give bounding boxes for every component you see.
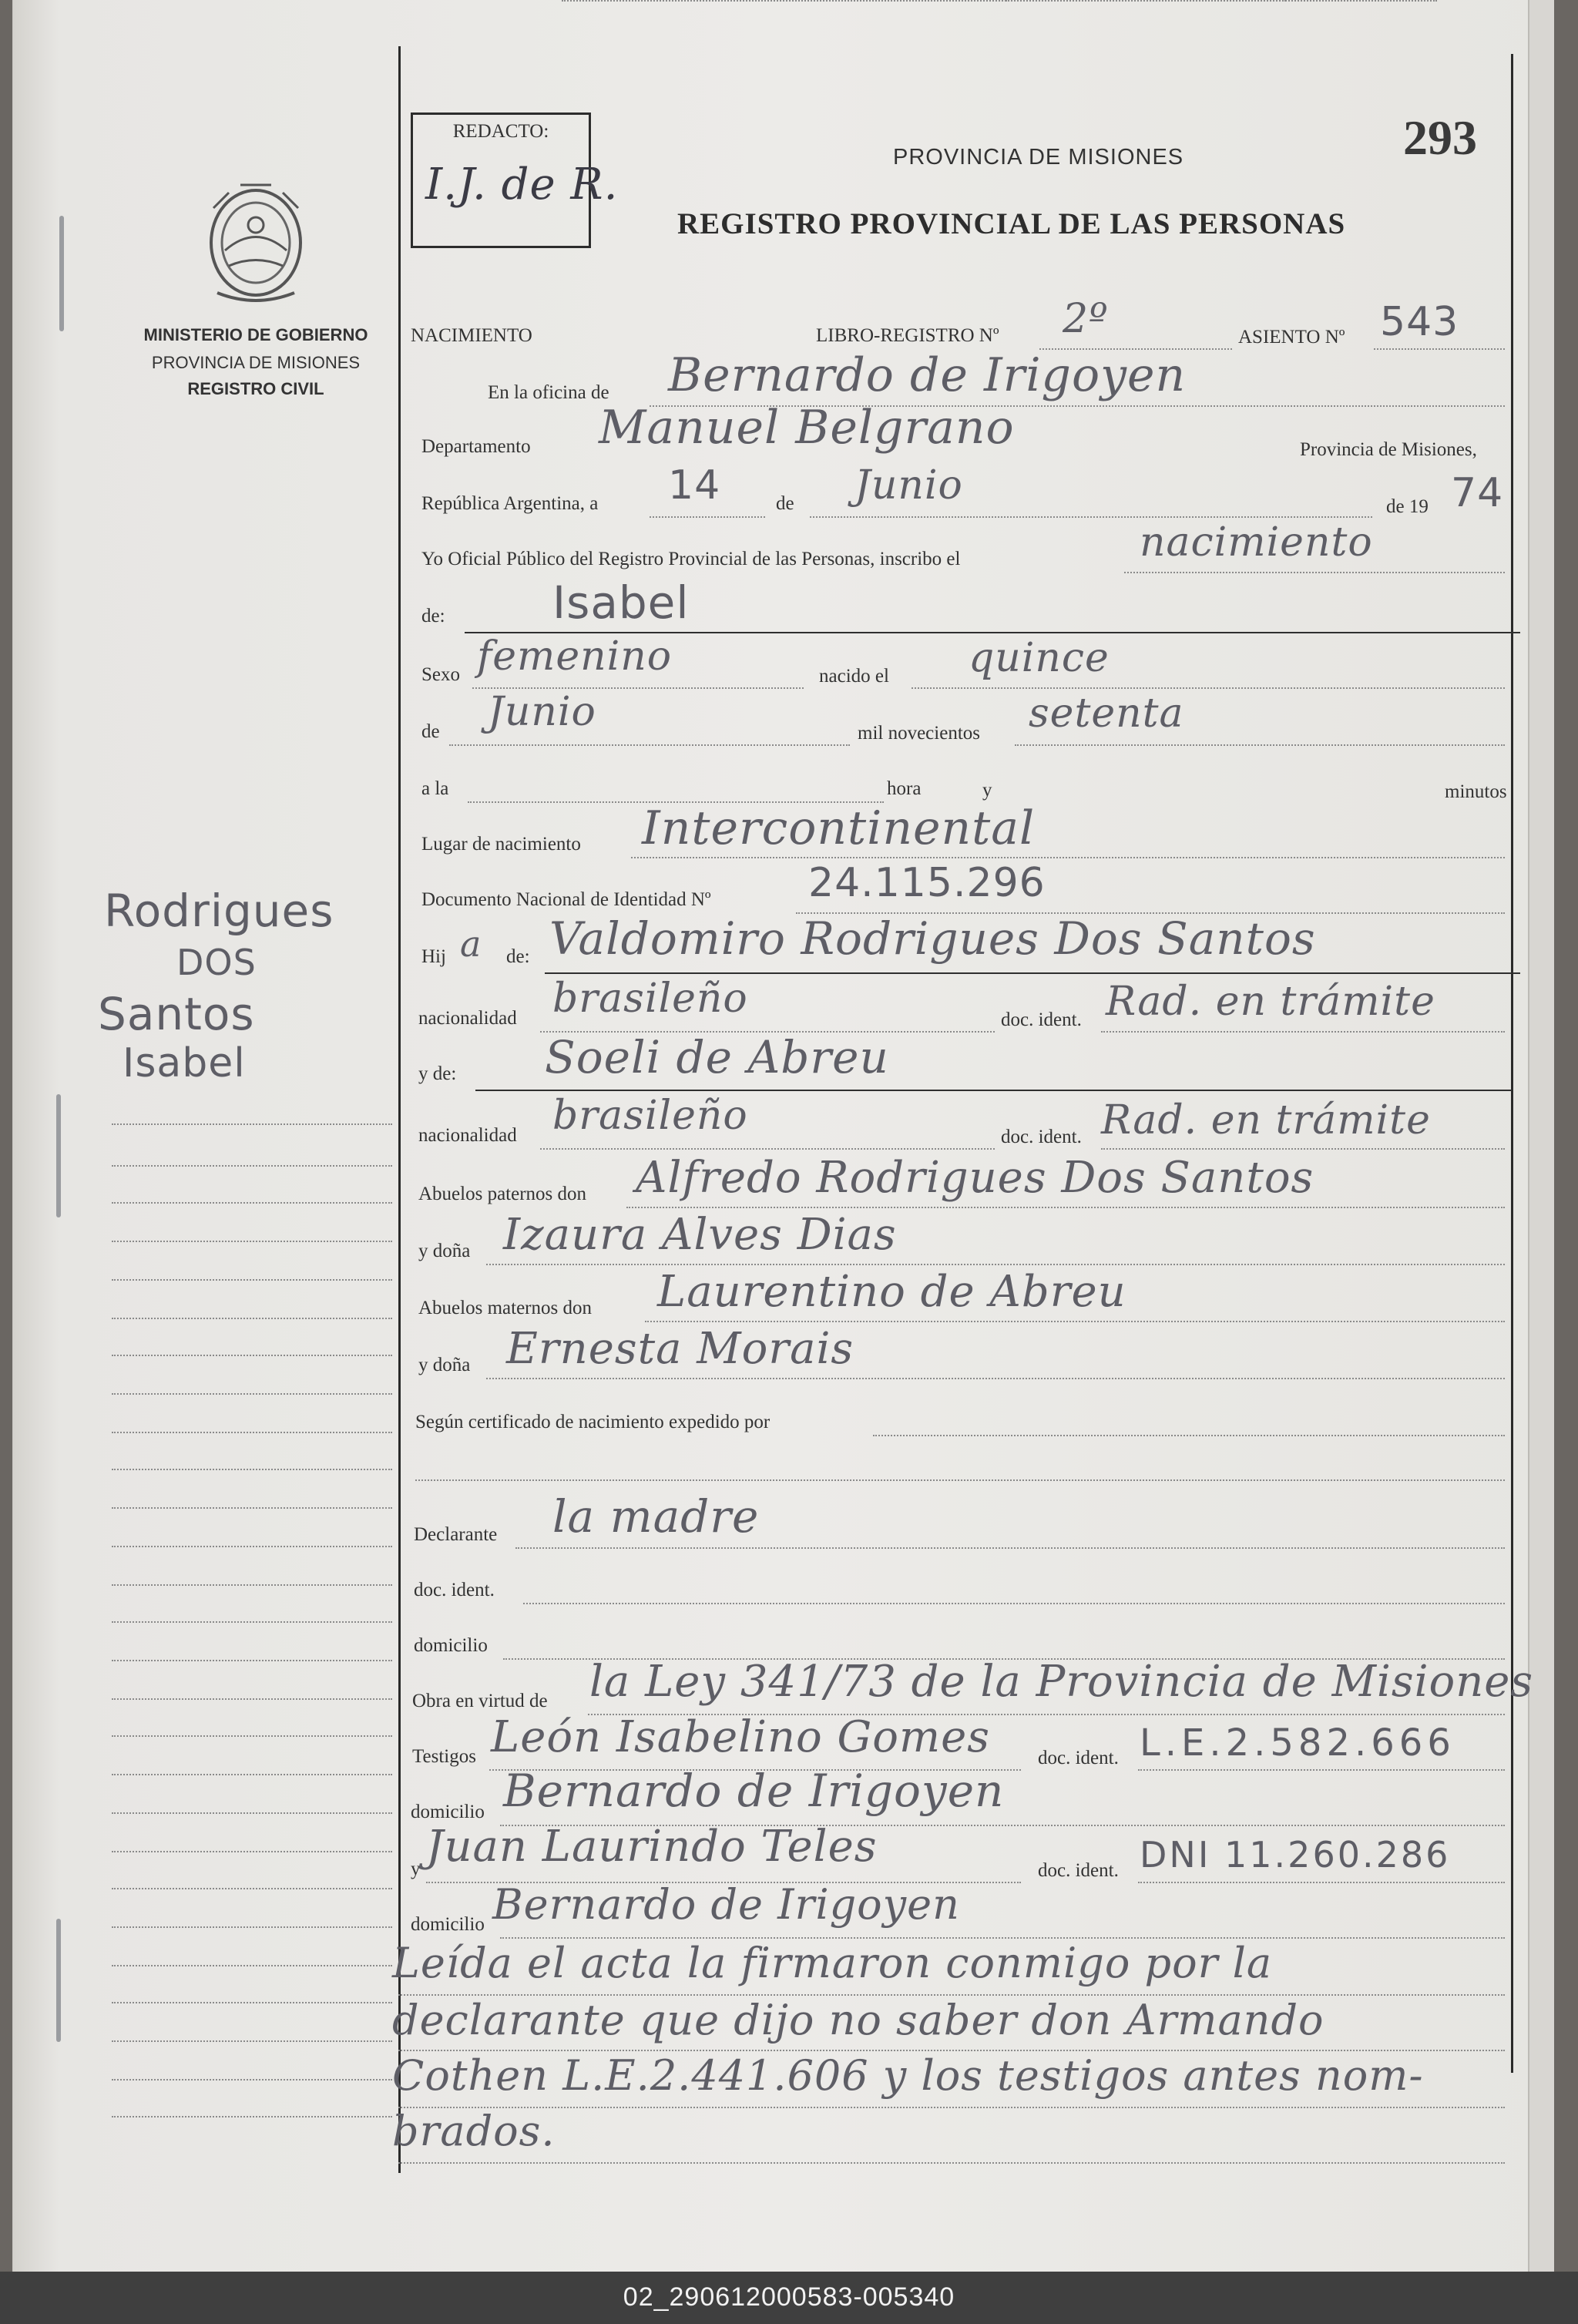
a-la-label: a la	[421, 778, 449, 799]
madre-doc-value: Rad. en trámite	[1101, 1097, 1431, 1144]
hora-label: hora	[887, 778, 922, 799]
margin-line	[112, 1123, 392, 1125]
libro-label: LIBRO-REGISTRO Nº	[816, 325, 999, 346]
y-label: y	[982, 780, 992, 801]
hij-suffix: a	[460, 923, 482, 965]
margin-line	[112, 2040, 392, 2042]
header-registry: REGISTRO PROVINCIAL DE LAS PERSONAS	[677, 207, 1346, 240]
sexo-label: Sexo	[421, 664, 460, 685]
abuela-mat-label: y doña	[418, 1355, 471, 1375]
nacido-label: nacido el	[819, 666, 889, 687]
republica-label: República Argentina, a	[421, 493, 599, 514]
dia-line	[650, 516, 765, 518]
minutos-label: minutos	[1445, 781, 1507, 802]
closing-line-4: brados.	[392, 2107, 556, 2155]
closing-line	[398, 2162, 1505, 2164]
dia-value: 14	[668, 462, 721, 509]
mes-value: Junio	[854, 462, 963, 509]
margin-line	[112, 1735, 392, 1737]
margin-line	[112, 1469, 392, 1470]
redacto-value: I.J. de R.	[425, 160, 619, 210]
civil-registry-label: REGISTRO CIVIL	[187, 379, 324, 398]
testigo1-doc-value: L.E.2.582.666	[1140, 1721, 1455, 1765]
margin-line	[112, 1584, 392, 1586]
closing-line-3: Cothen L.E.2.441.606 y los testigos antes nom-	[392, 2051, 1424, 2100]
abuela-pat-label: y doña	[418, 1241, 471, 1261]
margin-line	[112, 1621, 392, 1623]
abuela-mat-line	[486, 1378, 1505, 1379]
madre-line	[475, 1090, 1513, 1091]
margin-note-dos: DOS	[176, 942, 257, 983]
margin-line	[112, 2079, 392, 2081]
margin-line	[112, 1279, 392, 1281]
abuelo-mat-line	[645, 1321, 1505, 1322]
anio-value: 74	[1451, 470, 1504, 516]
dni-value: 24.115.296	[808, 860, 1046, 906]
nacido-dia-value: quince	[969, 635, 1110, 681]
lugar-label: Lugar de nacimiento	[421, 834, 581, 855]
margin-note-name: Isabel	[123, 1040, 246, 1086]
libro-value: 2º	[1063, 296, 1109, 342]
declarante-doc-line	[523, 1603, 1505, 1604]
margin-note-santos: Santos	[98, 988, 255, 1040]
y-de-label: y de:	[418, 1063, 457, 1084]
padre-doc-label: doc. ident.	[1001, 1009, 1082, 1030]
asiento-value: 543	[1380, 299, 1459, 345]
nacido-line	[912, 687, 1505, 689]
abuelo-pat-value: Alfredo Rodrigues Dos Santos	[636, 1153, 1314, 1203]
testigo1-domicilio-value: Bernardo de Irigoyen	[503, 1765, 1005, 1817]
footer-id: 02_290612000583-005340	[623, 2282, 955, 2312]
binding-stitch	[56, 1919, 61, 2042]
provincia-label: Provincia de Misiones,	[1300, 439, 1477, 460]
testigo1-doc-line	[1138, 1769, 1505, 1771]
testigo2-domicilio-value: Bernardo de Irigoyen	[492, 1880, 960, 1929]
de-label: de	[776, 493, 794, 514]
margin-rule	[398, 46, 401, 2173]
madre-doc-line	[1101, 1148, 1505, 1150]
header-province: PROVINCIA DE MISIONES	[893, 145, 1184, 170]
page-edge	[1528, 0, 1554, 2272]
abuelos-maternos-label: Abuelos maternos don	[418, 1298, 592, 1318]
declarante-domicilio-label: domicilio	[414, 1635, 488, 1656]
margin-line	[112, 1851, 392, 1852]
documento-label: Documento Nacional de Identidad Nº	[421, 889, 711, 910]
margin-line	[112, 1774, 392, 1775]
margin-line	[112, 1507, 392, 1509]
obra-value: la Ley 341/73 de la Provincia de Misiones	[589, 1657, 1534, 1707]
register-page	[12, 0, 1554, 2272]
padre-nacionalidad-label: nacionalidad	[418, 1008, 517, 1029]
madre-value: Soeli de Abreu	[545, 1031, 889, 1083]
declarante-value: la madre	[552, 1490, 760, 1543]
margin-line	[112, 2116, 392, 2117]
margin-line	[112, 1660, 392, 1661]
provincial-emblem-icon	[198, 177, 314, 308]
mes-line	[810, 516, 1372, 518]
segun-line	[873, 1435, 1505, 1436]
nacido-anio-value: setenta	[1029, 690, 1184, 737]
asiento-line	[1374, 348, 1505, 350]
testigo1-value: León Isabelino Gomes	[491, 1712, 990, 1762]
testigo2-doc-value: DNI 11.260.286	[1140, 1834, 1451, 1876]
de-nombre-label: de:	[421, 606, 445, 626]
abuela-pat-value: Izaura Alves Dias	[503, 1210, 897, 1260]
margin-line	[112, 1926, 392, 1928]
departamento-label: Departamento	[421, 436, 531, 457]
ministry-label: MINISTERIO DE GOBIERNO	[143, 325, 368, 344]
obra-label: Obra en virtud de	[412, 1691, 548, 1711]
anio-nacido-line	[1015, 744, 1505, 746]
padre-nac-value: brasileño	[552, 976, 748, 1022]
margin-line	[112, 1812, 392, 1814]
sexo-value: femenino	[477, 633, 673, 680]
nombre-value: Isabel	[552, 576, 690, 629]
right-rule	[1511, 54, 1513, 2073]
margin-line	[112, 1393, 392, 1395]
closing-line-1: Leída el acta la firmaron conmigo por la	[392, 1939, 1273, 1987]
testigo1-doc-label: doc. ident.	[1038, 1748, 1119, 1768]
testigo2-domicilio-label: domicilio	[411, 1914, 485, 1935]
nacido-mes-line	[449, 744, 850, 746]
abuela-mat-value: Ernesta Morais	[506, 1324, 854, 1374]
padre-doc-line	[1101, 1031, 1505, 1033]
madre-doc-label: doc. ident.	[1001, 1127, 1082, 1147]
inscribo-line	[1124, 572, 1505, 573]
padre-line	[545, 972, 1520, 974]
abuela-pat-line	[486, 1264, 1505, 1265]
testigo2-value: Juan Laurindo Teles	[426, 1822, 878, 1872]
de-year-label: de 19	[1386, 496, 1429, 517]
margin-line	[112, 1546, 392, 1547]
nacimiento-label: NACIMIENTO	[411, 325, 532, 346]
nacido-mes-value: Junio	[488, 689, 596, 735]
testigo2-doc-label: doc. ident.	[1038, 1860, 1119, 1881]
province-label: PROVINCIA DE MISIONES	[151, 353, 361, 372]
margin-line	[112, 1888, 392, 1889]
yo-oficial-label: Yo Oficial Público del Registro Provincial de las Personas, inscribo el	[421, 549, 961, 569]
margin-note-surname: Rodrigues	[104, 885, 334, 937]
declarante-doc-label: doc. ident.	[414, 1580, 495, 1600]
margin-line	[112, 1698, 392, 1700]
binding-stitch	[56, 1094, 61, 1217]
oficina-label: En la oficina de	[488, 382, 609, 403]
margin-line	[112, 1202, 392, 1204]
declarante-label: Declarante	[414, 1524, 498, 1545]
redacto-label: REDACTO:	[452, 121, 549, 142]
departamento-value: Manuel Belgrano	[599, 401, 1015, 455]
testigo1-domicilio-label: domicilio	[411, 1802, 485, 1822]
padre-value: Valdomiro Rodrigues Dos Santos	[549, 912, 1316, 965]
hij-de-label: de:	[506, 946, 530, 967]
oficina-value: Bernardo de Irigoyen	[668, 348, 1187, 402]
abuelo-pat-line	[626, 1207, 1505, 1208]
madre-nac-value: brasileño	[552, 1093, 748, 1139]
asiento-label: ASIENTO Nº	[1238, 327, 1345, 348]
padre-doc-value: Rad. en trámite	[1106, 979, 1435, 1025]
madre-nacionalidad-label: nacionalidad	[418, 1125, 517, 1146]
footer-bar	[0, 2272, 1578, 2324]
margin-line	[112, 1318, 392, 1319]
closing-line	[398, 2107, 1505, 2108]
lugar-line	[631, 857, 1505, 858]
redacto-box	[411, 113, 619, 248]
declarante-line	[515, 1547, 1505, 1549]
testigos-label: Testigos	[412, 1746, 476, 1767]
binding-stitch	[59, 216, 64, 331]
de-mes-label: de	[421, 721, 440, 742]
segun-label: Según certificado de nacimiento expedido por	[415, 1412, 771, 1432]
testigo2-doc-line	[1138, 1882, 1505, 1883]
hij-label: Hij	[421, 946, 446, 967]
segun-line-2	[415, 1479, 1505, 1481]
mil-novecientos-label: mil novecientos	[858, 723, 980, 744]
inscribo-value: nacimiento	[1140, 519, 1373, 566]
margin-line	[112, 1241, 392, 1242]
abuelo-mat-value: Laurentino de Abreu	[657, 1267, 1126, 1317]
margin-line	[112, 1355, 392, 1356]
page-number: 293	[1403, 110, 1477, 165]
margin-line	[112, 1165, 392, 1167]
margin-line	[112, 1965, 392, 1966]
minutos-line	[1006, 0, 1437, 2]
margin-line	[112, 1432, 392, 1433]
testigo2-y-label: y	[411, 1859, 421, 1879]
lugar-value: Intercontinental	[642, 801, 1036, 855]
closing-line-2: declarante que dijo no saber don Armando	[392, 1996, 1325, 2044]
margin-line	[112, 2002, 392, 2003]
abuelos-paternos-label: Abuelos paternos don	[418, 1184, 587, 1204]
madre-nac-line	[540, 1148, 995, 1150]
